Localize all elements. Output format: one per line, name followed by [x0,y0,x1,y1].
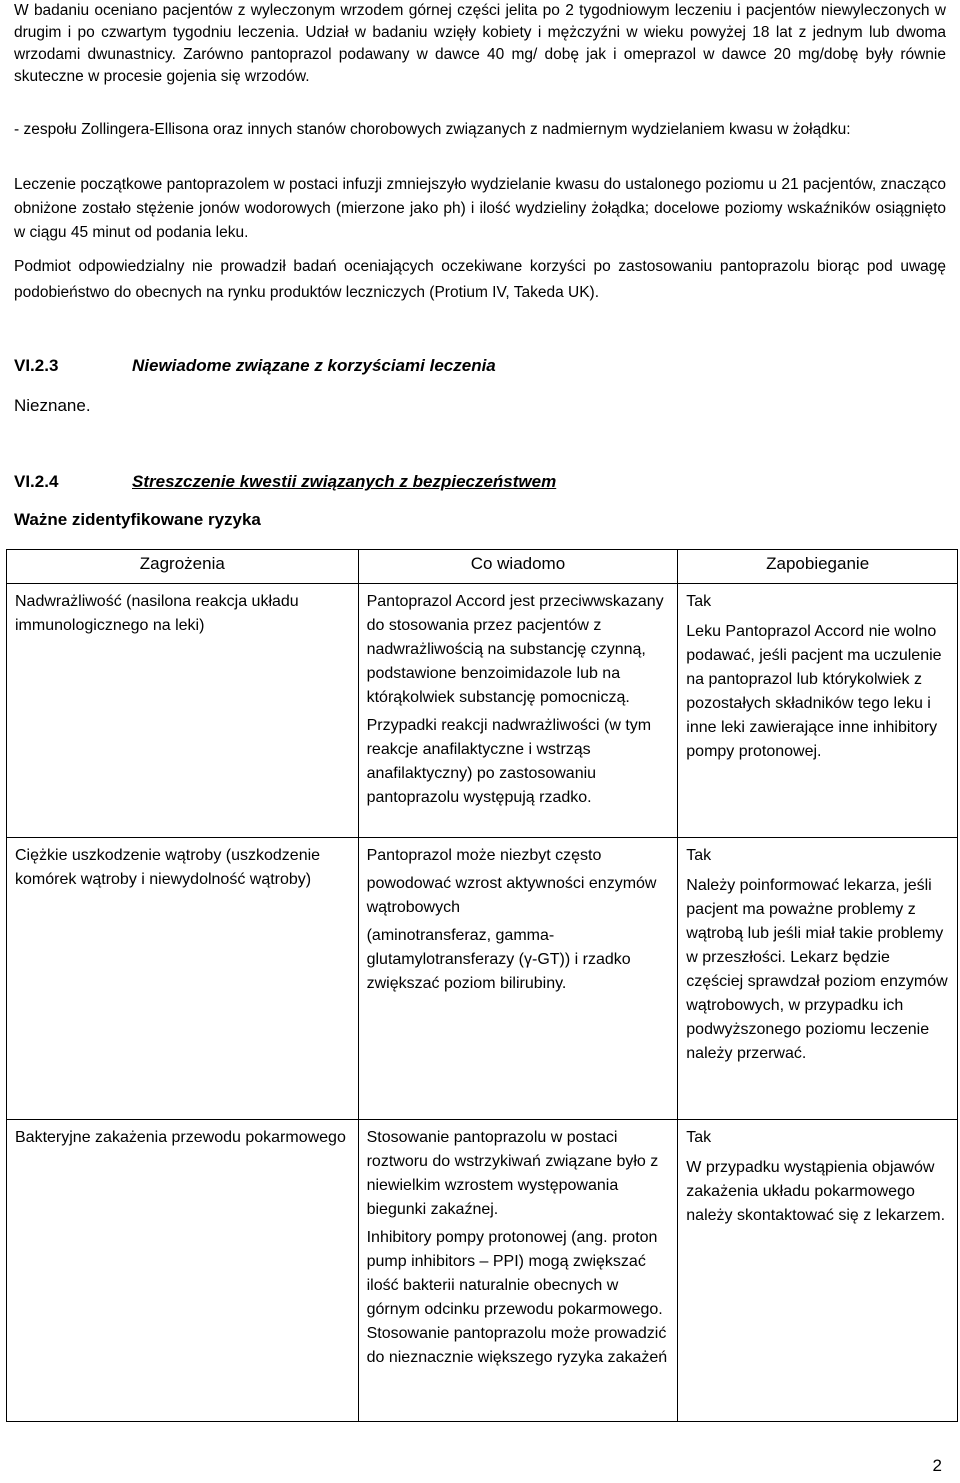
risk-text: Bakteryjne zakażenia przewodu pokarmowego [15,1129,346,1146]
table-row [7,1120,958,1422]
prevention-text: Leku Pantoprazol Accord nie wolno podawać, jeśli pacjent ma uczulenie na pantoprazol lub którykolwiek z pozostałych składników tego leku i inne leki zawierające inne inhibitory pompy protonowej. [686,623,942,760]
known-text: powodować wzrost aktywności enzymów wątrobowych [366,875,657,916]
prevention-status: Tak [686,593,712,610]
paragraph-responsible-entity: Podmiot odpowiedzialny nie prowadził badań oceniających oczekiwane korzyści po zastosowaniu pantoprazolu biorąc pod uwagę podobieństwo do obecnych na rynku produktów leczniczych (Protium IV, Takeda UK). [14,258,946,301]
known-cell [358,838,678,1120]
section-number-vi23: VI.2.3 [14,356,59,375]
prevention-status: Tak [686,847,712,864]
paragraph-zollinger-ellison: - zespołu Zollingera-Ellisona oraz innych stanów chorobowych związanych z nadmiernym wydzielaniem kwasu w żołądku: [14,121,851,138]
table-row [7,838,958,1120]
prevention-cell [678,838,958,1120]
section-body-vi23: Nieznane. [14,396,91,415]
known-cell [358,1120,678,1422]
table-row [7,584,958,838]
section-number-vi24: VI.2.4 [14,472,59,491]
known-text: (aminotransferaz, gamma-glutamylotransferazy (γ-GT)) i rzadko zwiększać poziom bilirubiny. [366,927,631,992]
risks-table [6,549,958,1422]
risks-heading: Ważne zidentyfikowane ryzyka [14,510,261,529]
risk-text: Nadwrażliwość (nasilona reakcja układu immunologicznego na leki) [15,593,299,634]
prevention-cell [678,584,958,838]
table-header-row [7,550,958,584]
risk-cell [7,584,359,838]
known-text: Przypadki reakcji nadwrażliwości (w tym reakcje anafilaktyczne i wstrząs anafilaktyczny) po zastosowaniu pantoprazolu występują rzadko. [366,717,652,806]
known-cell [358,584,678,838]
prevention-cell [678,1120,958,1422]
risk-text: Ciężkie uszkodzenie wątroby (uszkodzenie komórek wątroby i niewydolność wątroby) [15,847,321,888]
paragraph-study-description: W badaniu oceniano pacjentów z wyleczonym wrzodem górnej części jelita po 2 tygodniowym leczeniu i pacjentów niewyleczonych w drugim i po czwartym tygodniu leczenia. Udział w badaniu wzięły kobiety i mężczyźni w wieku powyżej 18 lat z jednym lub dwoma wrzodami dwunastnicy. Zarówno pantoprazol podawany w dawce 40 mg/ dobę jak i omeprazol w dawce 20 mg/dobę były równie skuteczne w procesie gojenia się wrzodów. [14,2,946,85]
paragraph-initial-treatment: Leczenie początkowe pantoprazolem w postaci infuzji zmniejszyło wydzielanie kwasu do ustalonego poziomu u 21 pacjentów, znacząco obniżone zostało stężenie jonów wodorowych (mierzone jako ph) i ilość wydzieliny żołądka; docelowe poziomy wskaźników osiągnięto w ciągu 45 minut od podania leku. [14,176,946,241]
known-text: Inhibitory pompy protonowej (ang. proton pump inhibitors – PPI) mogą zwiększać ilość bakterii naturalnie obecnych w górnym odcinku przewodu pokarmowego. Stosowanie pantoprazolu może prowadzić do nieznacznie większego ryzyka zakażeń [366,1229,668,1366]
header-known: Co wiadomo [358,550,678,584]
known-text: Pantoprazol może niezbyt często [366,847,602,864]
risk-cell [7,1120,359,1422]
header-risks: Zagrożenia [7,550,359,584]
header-prevention: Zapobieganie [678,550,958,584]
prevention-text: Należy poinformować lekarza, jeśli pacjent ma poważne problemy z wątrobą lub jeśli miał takie problemy w przeszłości. Lekarz będzie częściej sprawdzał poziom enzymów wątrobowych, w przypadku ich podwyższonego poziomu leczenie należy przerwać. [686,877,948,1062]
known-text: Pantoprazol Accord jest przeciwwskazany do stosowania przez pacjentów z nadwrażliwością na substancję czynną, podstawione benzoimidazole lub na którąkolwiek substancję pomocniczą. [366,593,664,706]
prevention-text: W przypadku wystąpienia objawów zakażenia układu pokarmowego należy skontaktować się z lekarzem. [686,1159,946,1224]
section-title-vi24: Streszczenie kwestii związanych z bezpieczeństwem [132,472,557,491]
prevention-status: Tak [686,1129,712,1146]
risk-cell [7,838,359,1120]
known-text: Stosowanie pantoprazolu w postaci roztworu do wstrzykiwań związane było z niewielkim wzrostem występowania biegunki zakaźnej. [366,1129,659,1218]
section-title-vi23: Niewiadome związane z korzyściami leczenia [132,356,496,375]
page-number: 2 [932,1456,942,1475]
